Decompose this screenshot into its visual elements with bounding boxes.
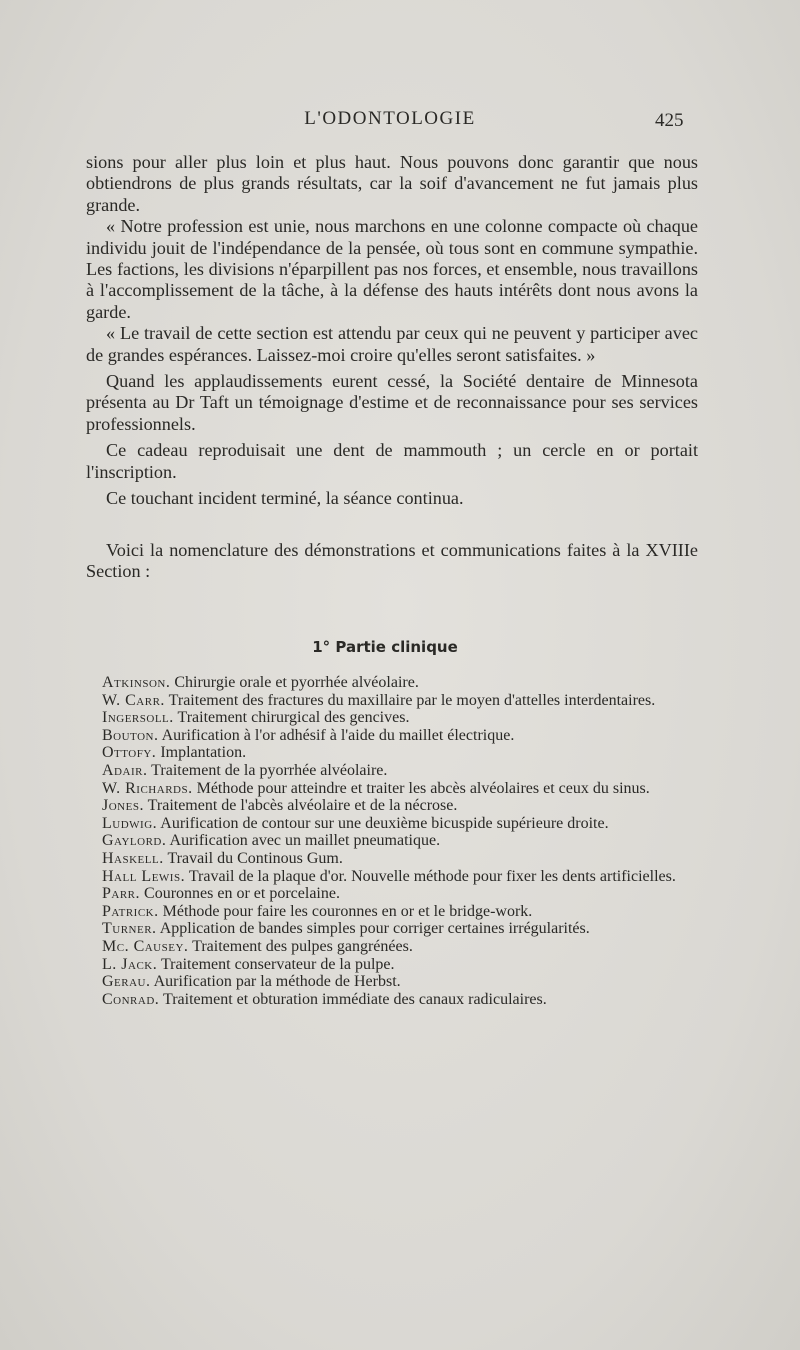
entry-author: Parr. xyxy=(102,885,141,903)
entry-author: Ludwig. xyxy=(102,814,158,832)
list-item xyxy=(82,956,696,974)
paragraph-gift: Ce cadeau reproduisait une dent de mammouth ; un cercle en or portait l'inscription. xyxy=(86,440,698,482)
entry-description: Traitement des fractures du maxillaire par le moyen d'attelles interdentaires. xyxy=(168,691,656,709)
list-item xyxy=(82,991,696,1009)
page-header xyxy=(0,108,800,138)
body-text xyxy=(86,152,698,582)
list-item xyxy=(82,692,696,710)
entry-description: Traitement de l'abcès alvéolaire et de la nécrose. xyxy=(147,797,458,815)
list-item xyxy=(82,868,696,886)
list-item xyxy=(82,850,696,868)
entry-description: Aurification à l'or adhésif à l'aide du maillet électrique. xyxy=(161,726,515,744)
list-item xyxy=(82,938,696,956)
paragraph-quote-profession: « Notre profession est unie, nous marchons en une colonne compacte où chaque individu jouit de l'indépendance de la pensée, où tous sont en commune sympathie. Les factions, les divisions n'éparpillent pas nos forces, et ensemble, nous travaillons à l'accomplissement de la tâche, à la défense des hauts intérêts dont nous avons la garde. xyxy=(86,216,698,322)
list-item xyxy=(82,762,696,780)
entry-author: Hall Lewis. xyxy=(102,867,186,885)
entry-author: W. Carr. xyxy=(102,691,165,709)
entry-author: Conrad. xyxy=(102,990,160,1008)
list-item xyxy=(82,709,696,727)
entry-description: Traitement et obturation immédiate des canaux radiculaires. xyxy=(163,990,547,1008)
section-heading: 1° Partie clinique xyxy=(312,638,458,656)
entry-description: Application de bandes simples pour corriger certaines irrégularités. xyxy=(159,920,590,938)
entry-author: W. Richards. xyxy=(102,779,193,797)
list-item xyxy=(82,780,696,798)
list-item xyxy=(82,832,696,850)
entry-description: Aurification par la méthode de Herbst. xyxy=(153,973,401,991)
entry-author: Adair. xyxy=(102,761,148,779)
entry-author: Patrick. xyxy=(102,902,159,920)
entry-description: Implantation. xyxy=(160,744,247,762)
entry-author: Gaylord. xyxy=(102,832,167,850)
demonstration-list xyxy=(82,674,696,1008)
entry-author: Bouton. xyxy=(102,726,159,744)
entry-description: Traitement de la pyorrhée alvéolaire. xyxy=(151,761,388,779)
list-item xyxy=(82,903,696,921)
entry-author: Jones. xyxy=(102,797,144,815)
entry-description: Méthode pour faire les couronnes en or et le bridge-work. xyxy=(162,902,533,920)
list-item xyxy=(82,797,696,815)
entry-description: Travail de la plaque d'or. Nouvelle méthode pour fixer les dents artificielles. xyxy=(188,867,676,885)
entry-description: Travail du Continous Gum. xyxy=(167,849,343,867)
list-item xyxy=(82,727,696,745)
entry-description: Aurification de contour sur une deuxième bicuspide supérieure droite. xyxy=(160,814,609,832)
entry-author: Ingersoll. xyxy=(102,709,174,727)
entry-description: Traitement chirurgical des gencives. xyxy=(177,709,410,727)
entry-author: Turner. xyxy=(102,920,157,938)
paragraph-quote-section: « Le travail de cette section est attendu par ceux qui ne peuvent y participer avec de grandes espérances. Laissez-moi croire qu'elles seront satisfaites. » xyxy=(86,323,698,365)
entry-author: Haskell. xyxy=(102,849,164,867)
paragraph-applause: Quand les applaudissements eurent cessé, la Société dentaire de Minnesota présenta au Dr Taft un témoignage d'estime et de reconnaissance pour ses services professionnels. xyxy=(86,371,698,434)
entry-description: Couronnes en or et porcelaine. xyxy=(144,885,340,903)
entry-author: Atkinson. xyxy=(102,674,171,691)
entry-author: Gerau. xyxy=(102,973,151,991)
entry-description: Méthode pour atteindre et traiter les abcès alvéolaires et ceux du sinus. xyxy=(196,779,650,797)
list-item xyxy=(82,885,696,903)
list-item xyxy=(82,744,696,762)
paragraph-continuation: sions pour aller plus loin et plus haut. Nous pouvons donc garantir que nous obtiendrons de plus grands résultats, car la soif d'avancement ne fut jamais plus grande. xyxy=(86,152,698,215)
entry-description: Aurification avec un maillet pneumatique. xyxy=(169,832,441,850)
page-number: 425 xyxy=(655,110,684,131)
entry-author: Ottofy. xyxy=(102,744,157,762)
entry-description: Traitement conservateur de la pulpe. xyxy=(160,955,395,973)
list-item xyxy=(82,920,696,938)
entry-description: Chirurgie orale et pyorrhée alvéolaire. xyxy=(174,674,419,691)
entry-description: Traitement des pulpes gangrénées. xyxy=(192,937,413,955)
entry-author: Mc. Causey. xyxy=(102,937,189,955)
paragraph-session-continued: Ce touchant incident terminé, la séance continua. xyxy=(106,488,464,509)
entry-author: L. Jack. xyxy=(102,955,158,973)
list-item xyxy=(82,973,696,991)
list-item xyxy=(82,815,696,833)
running-title: L'ODONTOLOGIE xyxy=(304,108,476,129)
paragraph-nomenclature: Voici la nomenclature des démonstrations et communications faites à la XVIIIe Section : xyxy=(86,539,698,581)
list-item xyxy=(82,674,696,692)
